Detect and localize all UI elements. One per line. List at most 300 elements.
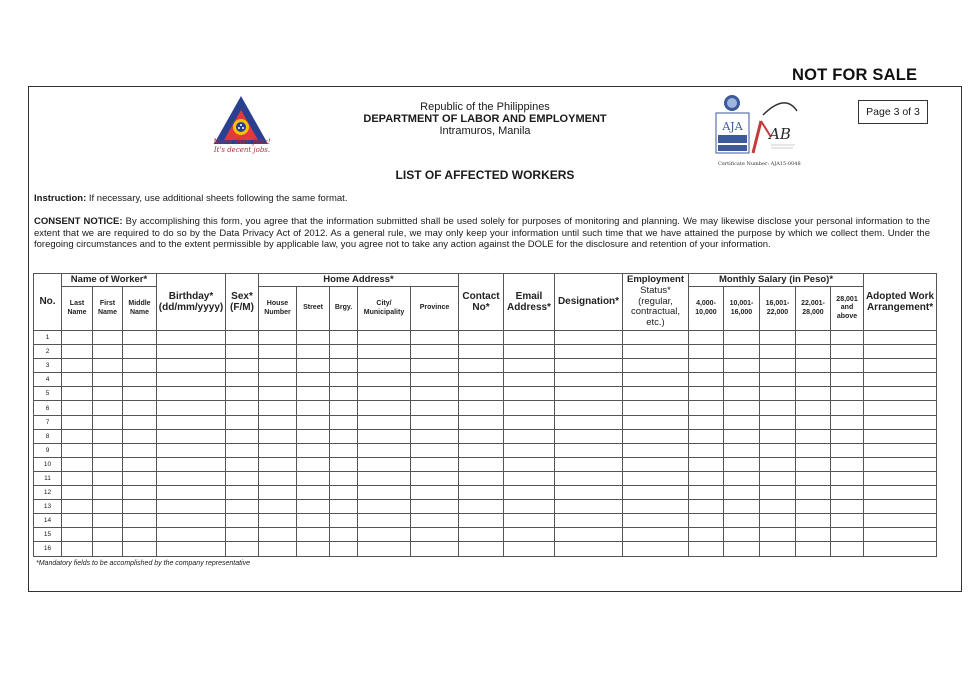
entry-cell[interactable]: [459, 471, 504, 485]
entry-cell[interactable]: [724, 331, 760, 345]
entry-cell[interactable]: [411, 429, 459, 443]
entry-cell[interactable]: [93, 457, 123, 471]
entry-cell[interactable]: [62, 415, 93, 429]
entry-cell[interactable]: [123, 401, 157, 415]
entry-cell[interactable]: [623, 542, 689, 556]
entry-cell[interactable]: [62, 471, 93, 485]
entry-cell[interactable]: [157, 415, 226, 429]
entry-cell[interactable]: [831, 542, 864, 556]
entry-cell[interactable]: [689, 415, 724, 429]
entry-cell[interactable]: [358, 471, 411, 485]
entry-cell[interactable]: [796, 514, 831, 528]
entry-cell[interactable]: [297, 443, 330, 457]
entry-cell[interactable]: [864, 415, 937, 429]
entry-cell[interactable]: [259, 373, 297, 387]
entry-cell[interactable]: [358, 415, 411, 429]
entry-cell[interactable]: [555, 359, 623, 373]
entry-cell[interactable]: [358, 387, 411, 401]
entry-cell[interactable]: [760, 331, 796, 345]
entry-cell[interactable]: [796, 542, 831, 556]
entry-cell[interactable]: [226, 345, 259, 359]
entry-cell[interactable]: [411, 457, 459, 471]
entry-cell[interactable]: [760, 486, 796, 500]
entry-cell[interactable]: [259, 500, 297, 514]
entry-cell[interactable]: [504, 401, 555, 415]
entry-cell[interactable]: [504, 514, 555, 528]
entry-cell[interactable]: [411, 373, 459, 387]
entry-cell[interactable]: [358, 359, 411, 373]
entry-cell[interactable]: [760, 415, 796, 429]
entry-cell[interactable]: [796, 443, 831, 457]
entry-cell[interactable]: [226, 514, 259, 528]
entry-cell[interactable]: [459, 486, 504, 500]
entry-cell[interactable]: [330, 415, 358, 429]
entry-cell[interactable]: [157, 373, 226, 387]
entry-cell[interactable]: [831, 443, 864, 457]
entry-cell[interactable]: [411, 542, 459, 556]
entry-cell[interactable]: [796, 457, 831, 471]
entry-cell[interactable]: [123, 443, 157, 457]
entry-cell[interactable]: [123, 345, 157, 359]
entry-cell[interactable]: [504, 387, 555, 401]
entry-cell[interactable]: [157, 500, 226, 514]
entry-cell[interactable]: [330, 486, 358, 500]
entry-cell[interactable]: [831, 345, 864, 359]
entry-cell[interactable]: [831, 500, 864, 514]
entry-cell[interactable]: [864, 345, 937, 359]
entry-cell[interactable]: [62, 514, 93, 528]
entry-cell[interactable]: [330, 542, 358, 556]
entry-cell[interactable]: [62, 359, 93, 373]
entry-cell[interactable]: [459, 345, 504, 359]
entry-cell[interactable]: [259, 359, 297, 373]
entry-cell[interactable]: [226, 471, 259, 485]
entry-cell[interactable]: [93, 471, 123, 485]
entry-cell[interactable]: [459, 514, 504, 528]
entry-cell[interactable]: [864, 331, 937, 345]
entry-cell[interactable]: [689, 514, 724, 528]
entry-cell[interactable]: [724, 373, 760, 387]
entry-cell[interactable]: [504, 528, 555, 542]
entry-cell[interactable]: [689, 373, 724, 387]
entry-cell[interactable]: [93, 486, 123, 500]
entry-cell[interactable]: [226, 528, 259, 542]
entry-cell[interactable]: [411, 486, 459, 500]
entry-cell[interactable]: [864, 471, 937, 485]
entry-cell[interactable]: [689, 429, 724, 443]
entry-cell[interactable]: [259, 415, 297, 429]
entry-cell[interactable]: [62, 387, 93, 401]
entry-cell[interactable]: [358, 486, 411, 500]
entry-cell[interactable]: [358, 514, 411, 528]
entry-cell[interactable]: [831, 457, 864, 471]
entry-cell[interactable]: [157, 401, 226, 415]
entry-cell[interactable]: [689, 387, 724, 401]
entry-cell[interactable]: [724, 500, 760, 514]
entry-cell[interactable]: [504, 542, 555, 556]
entry-cell[interactable]: [226, 359, 259, 373]
entry-cell[interactable]: [623, 471, 689, 485]
entry-cell[interactable]: [123, 542, 157, 556]
entry-cell[interactable]: [689, 528, 724, 542]
entry-cell[interactable]: [123, 500, 157, 514]
entry-cell[interactable]: [330, 331, 358, 345]
entry-cell[interactable]: [760, 514, 796, 528]
entry-cell[interactable]: [411, 359, 459, 373]
entry-cell[interactable]: [93, 528, 123, 542]
entry-cell[interactable]: [760, 471, 796, 485]
entry-cell[interactable]: [93, 331, 123, 345]
entry-cell[interactable]: [760, 429, 796, 443]
entry-cell[interactable]: [358, 373, 411, 387]
entry-cell[interactable]: [555, 471, 623, 485]
entry-cell[interactable]: [123, 457, 157, 471]
entry-cell[interactable]: [623, 486, 689, 500]
entry-cell[interactable]: [504, 500, 555, 514]
entry-cell[interactable]: [504, 443, 555, 457]
entry-cell[interactable]: [330, 359, 358, 373]
entry-cell[interactable]: [259, 429, 297, 443]
entry-cell[interactable]: [62, 486, 93, 500]
entry-cell[interactable]: [330, 429, 358, 443]
entry-cell[interactable]: [157, 457, 226, 471]
entry-cell[interactable]: [358, 542, 411, 556]
entry-cell[interactable]: [864, 457, 937, 471]
entry-cell[interactable]: [93, 514, 123, 528]
entry-cell[interactable]: [297, 486, 330, 500]
entry-cell[interactable]: [831, 415, 864, 429]
entry-cell[interactable]: [760, 345, 796, 359]
entry-cell[interactable]: [623, 443, 689, 457]
entry-cell[interactable]: [724, 514, 760, 528]
entry-cell[interactable]: [157, 514, 226, 528]
entry-cell[interactable]: [259, 387, 297, 401]
entry-cell[interactable]: [459, 415, 504, 429]
entry-cell[interactable]: [123, 514, 157, 528]
entry-cell[interactable]: [760, 500, 796, 514]
entry-cell[interactable]: [93, 401, 123, 415]
entry-cell[interactable]: [555, 373, 623, 387]
entry-cell[interactable]: [504, 457, 555, 471]
entry-cell[interactable]: [724, 443, 760, 457]
entry-cell[interactable]: [724, 345, 760, 359]
entry-cell[interactable]: [864, 486, 937, 500]
entry-cell[interactable]: [297, 345, 330, 359]
entry-cell[interactable]: [358, 500, 411, 514]
entry-cell[interactable]: [504, 331, 555, 345]
entry-cell[interactable]: [555, 486, 623, 500]
entry-cell[interactable]: [297, 471, 330, 485]
entry-cell[interactable]: [157, 331, 226, 345]
entry-cell[interactable]: [555, 429, 623, 443]
entry-cell[interactable]: [689, 443, 724, 457]
entry-cell[interactable]: [297, 500, 330, 514]
entry-cell[interactable]: [796, 486, 831, 500]
entry-cell[interactable]: [760, 387, 796, 401]
entry-cell[interactable]: [689, 500, 724, 514]
entry-cell[interactable]: [226, 443, 259, 457]
entry-cell[interactable]: [411, 345, 459, 359]
entry-cell[interactable]: [411, 514, 459, 528]
entry-cell[interactable]: [831, 387, 864, 401]
entry-cell[interactable]: [504, 486, 555, 500]
entry-cell[interactable]: [459, 457, 504, 471]
entry-cell[interactable]: [330, 471, 358, 485]
entry-cell[interactable]: [689, 457, 724, 471]
entry-cell[interactable]: [724, 429, 760, 443]
entry-cell[interactable]: [689, 471, 724, 485]
entry-cell[interactable]: [123, 429, 157, 443]
entry-cell[interactable]: [504, 359, 555, 373]
entry-cell[interactable]: [724, 401, 760, 415]
entry-cell[interactable]: [297, 331, 330, 345]
entry-cell[interactable]: [411, 528, 459, 542]
entry-cell[interactable]: [157, 443, 226, 457]
entry-cell[interactable]: [760, 528, 796, 542]
entry-cell[interactable]: [459, 331, 504, 345]
entry-cell[interactable]: [226, 457, 259, 471]
entry-cell[interactable]: [62, 345, 93, 359]
entry-cell[interactable]: [123, 471, 157, 485]
entry-cell[interactable]: [796, 331, 831, 345]
entry-cell[interactable]: [504, 429, 555, 443]
entry-cell[interactable]: [259, 542, 297, 556]
entry-cell[interactable]: [796, 471, 831, 485]
entry-cell[interactable]: [555, 457, 623, 471]
entry-cell[interactable]: [226, 486, 259, 500]
entry-cell[interactable]: [623, 514, 689, 528]
entry-cell[interactable]: [297, 528, 330, 542]
entry-cell[interactable]: [358, 429, 411, 443]
entry-cell[interactable]: [459, 401, 504, 415]
entry-cell[interactable]: [123, 528, 157, 542]
entry-cell[interactable]: [297, 542, 330, 556]
entry-cell[interactable]: [623, 373, 689, 387]
entry-cell[interactable]: [62, 429, 93, 443]
entry-cell[interactable]: [724, 528, 760, 542]
entry-cell[interactable]: [796, 373, 831, 387]
entry-cell[interactable]: [831, 359, 864, 373]
entry-cell[interactable]: [623, 528, 689, 542]
entry-cell[interactable]: [62, 443, 93, 457]
entry-cell[interactable]: [157, 359, 226, 373]
entry-cell[interactable]: [555, 500, 623, 514]
entry-cell[interactable]: [555, 331, 623, 345]
entry-cell[interactable]: [259, 486, 297, 500]
entry-cell[interactable]: [411, 415, 459, 429]
entry-cell[interactable]: [864, 443, 937, 457]
entry-cell[interactable]: [724, 471, 760, 485]
entry-cell[interactable]: [555, 514, 623, 528]
entry-cell[interactable]: [259, 345, 297, 359]
entry-cell[interactable]: [259, 331, 297, 345]
entry-cell[interactable]: [864, 514, 937, 528]
entry-cell[interactable]: [358, 528, 411, 542]
entry-cell[interactable]: [623, 457, 689, 471]
entry-cell[interactable]: [157, 528, 226, 542]
entry-cell[interactable]: [62, 542, 93, 556]
entry-cell[interactable]: [123, 359, 157, 373]
entry-cell[interactable]: [555, 401, 623, 415]
entry-cell[interactable]: [157, 345, 226, 359]
entry-cell[interactable]: [226, 373, 259, 387]
entry-cell[interactable]: [297, 415, 330, 429]
entry-cell[interactable]: [259, 471, 297, 485]
entry-cell[interactable]: [689, 331, 724, 345]
entry-cell[interactable]: [724, 359, 760, 373]
entry-cell[interactable]: [864, 373, 937, 387]
entry-cell[interactable]: [62, 528, 93, 542]
entry-cell[interactable]: [226, 331, 259, 345]
entry-cell[interactable]: [864, 359, 937, 373]
entry-cell[interactable]: [623, 415, 689, 429]
entry-cell[interactable]: [259, 528, 297, 542]
entry-cell[interactable]: [504, 345, 555, 359]
entry-cell[interactable]: [411, 443, 459, 457]
entry-cell[interactable]: [358, 401, 411, 415]
entry-cell[interactable]: [123, 331, 157, 345]
entry-cell[interactable]: [555, 345, 623, 359]
entry-cell[interactable]: [724, 415, 760, 429]
entry-cell[interactable]: [297, 373, 330, 387]
entry-cell[interactable]: [459, 542, 504, 556]
entry-cell[interactable]: [93, 429, 123, 443]
entry-cell[interactable]: [760, 542, 796, 556]
entry-cell[interactable]: [864, 500, 937, 514]
entry-cell[interactable]: [297, 359, 330, 373]
entry-cell[interactable]: [459, 500, 504, 514]
entry-cell[interactable]: [459, 387, 504, 401]
entry-cell[interactable]: [226, 387, 259, 401]
entry-cell[interactable]: [623, 500, 689, 514]
entry-cell[interactable]: [831, 373, 864, 387]
entry-cell[interactable]: [555, 542, 623, 556]
entry-cell[interactable]: [62, 331, 93, 345]
entry-cell[interactable]: [724, 486, 760, 500]
entry-cell[interactable]: [796, 359, 831, 373]
entry-cell[interactable]: [796, 345, 831, 359]
entry-cell[interactable]: [689, 401, 724, 415]
entry-cell[interactable]: [555, 387, 623, 401]
entry-cell[interactable]: [623, 359, 689, 373]
entry-cell[interactable]: [226, 429, 259, 443]
entry-cell[interactable]: [297, 387, 330, 401]
entry-cell[interactable]: [689, 359, 724, 373]
entry-cell[interactable]: [623, 331, 689, 345]
entry-cell[interactable]: [724, 387, 760, 401]
entry-cell[interactable]: [259, 514, 297, 528]
entry-cell[interactable]: [157, 387, 226, 401]
entry-cell[interactable]: [831, 528, 864, 542]
entry-cell[interactable]: [157, 471, 226, 485]
entry-cell[interactable]: [411, 500, 459, 514]
entry-cell[interactable]: [297, 429, 330, 443]
entry-cell[interactable]: [93, 345, 123, 359]
entry-cell[interactable]: [62, 457, 93, 471]
entry-cell[interactable]: [796, 387, 831, 401]
entry-cell[interactable]: [623, 429, 689, 443]
entry-cell[interactable]: [459, 373, 504, 387]
entry-cell[interactable]: [330, 443, 358, 457]
entry-cell[interactable]: [555, 528, 623, 542]
entry-cell[interactable]: [459, 528, 504, 542]
entry-cell[interactable]: [864, 387, 937, 401]
entry-cell[interactable]: [93, 373, 123, 387]
entry-cell[interactable]: [330, 514, 358, 528]
entry-cell[interactable]: [157, 542, 226, 556]
entry-cell[interactable]: [358, 457, 411, 471]
entry-cell[interactable]: [93, 387, 123, 401]
entry-cell[interactable]: [724, 457, 760, 471]
entry-cell[interactable]: [297, 457, 330, 471]
entry-cell[interactable]: [259, 401, 297, 415]
entry-cell[interactable]: [864, 401, 937, 415]
entry-cell[interactable]: [411, 331, 459, 345]
entry-cell[interactable]: [297, 514, 330, 528]
entry-cell[interactable]: [555, 443, 623, 457]
entry-cell[interactable]: [123, 486, 157, 500]
entry-cell[interactable]: [796, 415, 831, 429]
entry-cell[interactable]: [93, 443, 123, 457]
entry-cell[interactable]: [796, 429, 831, 443]
entry-cell[interactable]: [459, 443, 504, 457]
entry-cell[interactable]: [330, 387, 358, 401]
entry-cell[interactable]: [504, 415, 555, 429]
entry-cell[interactable]: [689, 542, 724, 556]
entry-cell[interactable]: [358, 443, 411, 457]
entry-cell[interactable]: [760, 401, 796, 415]
entry-cell[interactable]: [330, 528, 358, 542]
entry-cell[interactable]: [226, 542, 259, 556]
entry-cell[interactable]: [504, 373, 555, 387]
entry-cell[interactable]: [330, 373, 358, 387]
entry-cell[interactable]: [689, 345, 724, 359]
entry-cell[interactable]: [831, 471, 864, 485]
entry-cell[interactable]: [62, 401, 93, 415]
entry-cell[interactable]: [864, 429, 937, 443]
entry-cell[interactable]: [330, 500, 358, 514]
entry-cell[interactable]: [93, 500, 123, 514]
entry-cell[interactable]: [330, 345, 358, 359]
entry-cell[interactable]: [93, 415, 123, 429]
entry-cell[interactable]: [62, 500, 93, 514]
entry-cell[interactable]: [123, 373, 157, 387]
entry-cell[interactable]: [831, 486, 864, 500]
entry-cell[interactable]: [831, 514, 864, 528]
entry-cell[interactable]: [623, 345, 689, 359]
entry-cell[interactable]: [226, 500, 259, 514]
entry-cell[interactable]: [93, 542, 123, 556]
entry-cell[interactable]: [411, 471, 459, 485]
entry-cell[interactable]: [411, 401, 459, 415]
entry-cell[interactable]: [330, 401, 358, 415]
entry-cell[interactable]: [623, 387, 689, 401]
entry-cell[interactable]: [226, 401, 259, 415]
entry-cell[interactable]: [123, 387, 157, 401]
entry-cell[interactable]: [358, 345, 411, 359]
entry-cell[interactable]: [459, 429, 504, 443]
entry-cell[interactable]: [760, 443, 796, 457]
entry-cell[interactable]: [555, 415, 623, 429]
entry-cell[interactable]: [459, 359, 504, 373]
entry-cell[interactable]: [760, 373, 796, 387]
entry-cell[interactable]: [831, 401, 864, 415]
entry-cell[interactable]: [226, 415, 259, 429]
entry-cell[interactable]: [623, 401, 689, 415]
entry-cell[interactable]: [93, 359, 123, 373]
entry-cell[interactable]: [358, 331, 411, 345]
entry-cell[interactable]: [689, 486, 724, 500]
